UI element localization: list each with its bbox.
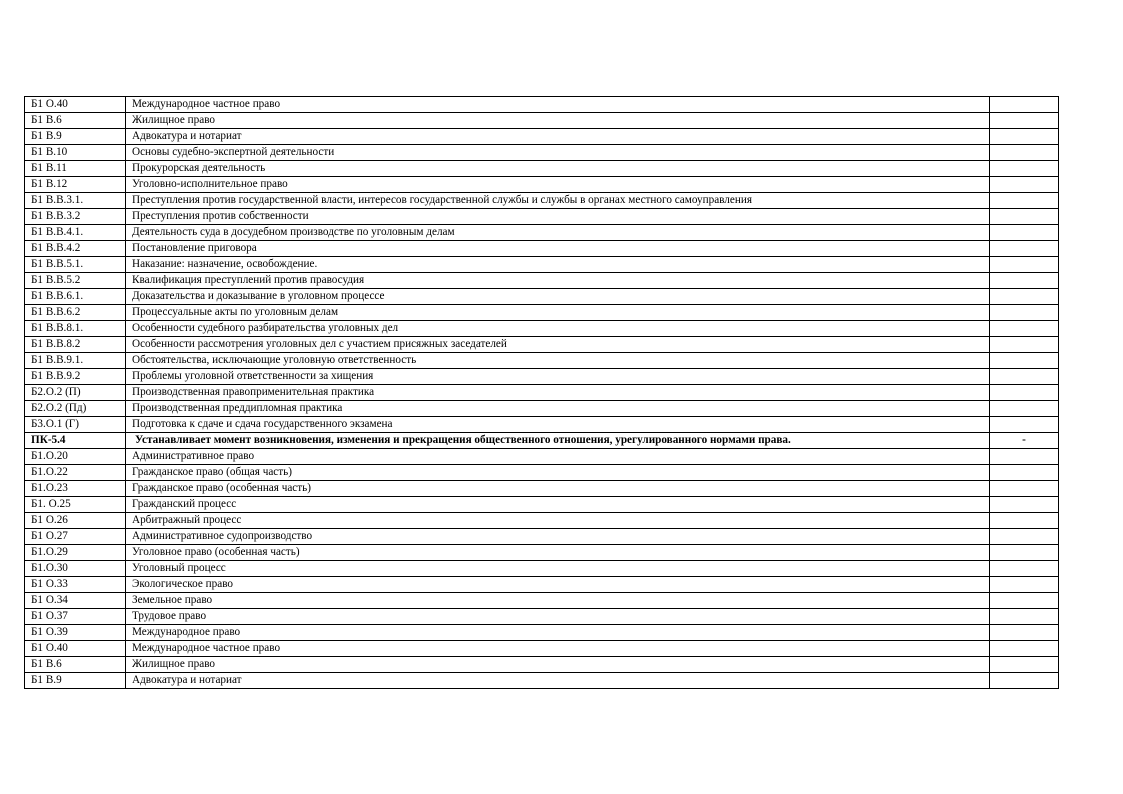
competency-description: Устанавливает момент возникновения, изменения и прекращения общественного отношения, урегулированного нормами права. (126, 433, 990, 449)
mark-cell (990, 161, 1059, 177)
discipline-code: Б1 В.В.5.1. (25, 257, 126, 273)
discipline-name: Жилищное право (126, 113, 990, 129)
table-row (25, 641, 1059, 657)
mark-cell: - (990, 433, 1059, 449)
discipline-code: Б1 В.В.6.1. (25, 289, 126, 305)
discipline-name: Обстоятельства, исключающие уголовную ответственность (126, 353, 990, 369)
discipline-code: Б1 О.34 (25, 593, 126, 609)
mark-cell (990, 97, 1059, 113)
table-row (25, 177, 1059, 193)
discipline-name: Производственная преддипломная практика (126, 401, 990, 417)
discipline-name: Особенности судебного разбирательства уголовных дел (126, 321, 990, 337)
mark-cell (990, 225, 1059, 241)
table-row (25, 545, 1059, 561)
discipline-code: Б1.О.23 (25, 481, 126, 497)
mark-cell (990, 593, 1059, 609)
table-row (25, 673, 1059, 689)
mark-cell (990, 497, 1059, 513)
mark-cell (990, 641, 1059, 657)
discipline-name: Уголовный процесс (126, 561, 990, 577)
discipline-code: Б1 В.В.4.1. (25, 225, 126, 241)
competency-code: ПК-5.4 (25, 433, 126, 449)
table-row (25, 257, 1059, 273)
table-row (25, 385, 1059, 401)
table-row (25, 401, 1059, 417)
mark-cell (990, 465, 1059, 481)
table-row (25, 513, 1059, 529)
table-body (25, 97, 1059, 689)
discipline-name: Прокурорская деятельность (126, 161, 990, 177)
discipline-name: Производственная правоприменительная практика (126, 385, 990, 401)
mark-cell (990, 529, 1059, 545)
table-row (25, 225, 1059, 241)
discipline-name: Адвокатура и нотариат (126, 129, 990, 145)
mark-cell (990, 609, 1059, 625)
competency-disciplines-table (24, 96, 1059, 689)
discipline-code: Б1 О.39 (25, 625, 126, 641)
mark-cell (990, 657, 1059, 673)
discipline-name: Наказание: назначение, освобождение. (126, 257, 990, 273)
table-row (25, 97, 1059, 113)
mark-cell (990, 577, 1059, 593)
table-row (25, 145, 1059, 161)
mark-cell (990, 401, 1059, 417)
discipline-code: Б1.О.22 (25, 465, 126, 481)
mark-cell (990, 177, 1059, 193)
discipline-code: Б1 В.10 (25, 145, 126, 161)
discipline-name: Международное частное право (126, 641, 990, 657)
table-row (25, 321, 1059, 337)
mark-cell (990, 129, 1059, 145)
table-row (25, 529, 1059, 545)
discipline-name: Преступления против собственности (126, 209, 990, 225)
table-row (25, 481, 1059, 497)
table-row (25, 289, 1059, 305)
table-row (25, 193, 1059, 209)
discipline-code: Б1 В.6 (25, 113, 126, 129)
discipline-name: Трудовое право (126, 609, 990, 625)
discipline-code: Б1 О.37 (25, 609, 126, 625)
discipline-code: Б1 О.33 (25, 577, 126, 593)
discipline-name: Арбитражный процесс (126, 513, 990, 529)
discipline-name: Гражданский процесс (126, 497, 990, 513)
discipline-name: Международное право (126, 625, 990, 641)
discipline-name: Гражданское право (особенная часть) (126, 481, 990, 497)
discipline-code: Б3.О.1 (Г) (25, 417, 126, 433)
mark-cell (990, 337, 1059, 353)
table-row (25, 241, 1059, 257)
discipline-code: Б1 В.В.6.2 (25, 305, 126, 321)
discipline-name: Постановление приговора (126, 241, 990, 257)
discipline-name: Преступления против государственной власти, интересов государственной службы и службы в органах местного самоуправления (126, 193, 990, 209)
table-row (25, 417, 1059, 433)
discipline-name: Основы судебно-экспертной деятельности (126, 145, 990, 161)
discipline-code: Б1 В.В.9.2 (25, 369, 126, 385)
table-row (25, 577, 1059, 593)
mark-cell (990, 385, 1059, 401)
discipline-code: Б1 В.В.3.1. (25, 193, 126, 209)
discipline-code: Б1 В.В.3.2 (25, 209, 126, 225)
discipline-code: Б1 О.27 (25, 529, 126, 545)
mark-cell (990, 321, 1059, 337)
table-row (25, 305, 1059, 321)
mark-cell (990, 305, 1059, 321)
discipline-code: Б1.О.20 (25, 449, 126, 465)
discipline-name: Деятельность суда в досудебном производстве по уголовным делам (126, 225, 990, 241)
discipline-name: Квалификация преступлений против правосудия (126, 273, 990, 289)
mark-cell (990, 449, 1059, 465)
discipline-name: Административное судопроизводство (126, 529, 990, 545)
discipline-name: Административное право (126, 449, 990, 465)
discipline-name: Международное частное право (126, 97, 990, 113)
mark-cell (990, 561, 1059, 577)
discipline-code: Б1.О.29 (25, 545, 126, 561)
table-row (25, 657, 1059, 673)
mark-cell (990, 673, 1059, 689)
table-row (25, 113, 1059, 129)
mark-cell (990, 241, 1059, 257)
mark-cell (990, 353, 1059, 369)
table-row (25, 161, 1059, 177)
mark-cell (990, 625, 1059, 641)
table-row (25, 593, 1059, 609)
table-row (25, 129, 1059, 145)
discipline-code: Б1 В.9 (25, 129, 126, 145)
table-row (25, 465, 1059, 481)
mark-cell (990, 545, 1059, 561)
table-row (25, 337, 1059, 353)
competency-table-page (24, 96, 1058, 689)
mark-cell (990, 209, 1059, 225)
mark-cell (990, 113, 1059, 129)
discipline-code: Б1 В.9 (25, 673, 126, 689)
mark-cell (990, 273, 1059, 289)
mark-cell (990, 145, 1059, 161)
discipline-code: Б1 В.В.5.2 (25, 273, 126, 289)
discipline-name: Жилищное право (126, 657, 990, 673)
table-row (25, 369, 1059, 385)
table-row (25, 273, 1059, 289)
discipline-code: Б1.О.30 (25, 561, 126, 577)
discipline-name: Уголовное право (особенная часть) (126, 545, 990, 561)
table-row (25, 353, 1059, 369)
discipline-name: Гражданское право (общая часть) (126, 465, 990, 481)
discipline-code: Б1 В.В.4.2 (25, 241, 126, 257)
discipline-name: Доказательства и доказывание в уголовном процессе (126, 289, 990, 305)
discipline-name: Проблемы уголовной ответственности за хищения (126, 369, 990, 385)
discipline-name: Экологическое право (126, 577, 990, 593)
discipline-code: Б2.О.2 (П) (25, 385, 126, 401)
mark-cell (990, 289, 1059, 305)
discipline-code: Б1 О.40 (25, 641, 126, 657)
discipline-name: Земельное право (126, 593, 990, 609)
discipline-code: Б1 В.В.8.1. (25, 321, 126, 337)
discipline-code: Б1 В.В.8.2 (25, 337, 126, 353)
discipline-code: Б1 В.11 (25, 161, 126, 177)
mark-cell (990, 193, 1059, 209)
table-row (25, 209, 1059, 225)
table-row (25, 625, 1059, 641)
mark-cell (990, 513, 1059, 529)
discipline-name: Особенности рассмотрения уголовных дел с участием присяжных заседателей (126, 337, 990, 353)
discipline-code: Б1 В.6 (25, 657, 126, 673)
discipline-code: Б1 В.12 (25, 177, 126, 193)
mark-cell (990, 481, 1059, 497)
discipline-code: Б1 О.40 (25, 97, 126, 113)
table-row (25, 449, 1059, 465)
discipline-name: Уголовно-исполнительное право (126, 177, 990, 193)
discipline-code: Б1 В.В.9.1. (25, 353, 126, 369)
mark-cell (990, 417, 1059, 433)
discipline-name: Адвокатура и нотариат (126, 673, 990, 689)
discipline-code: Б2.О.2 (Пд) (25, 401, 126, 417)
table-row (25, 609, 1059, 625)
discipline-name: Подготовка к сдаче и сдача государственного экзамена (126, 417, 990, 433)
discipline-code: Б1. О.25 (25, 497, 126, 513)
mark-cell (990, 369, 1059, 385)
discipline-name: Процессуальные акты по уголовным делам (126, 305, 990, 321)
table-row (25, 497, 1059, 513)
discipline-code: Б1 О.26 (25, 513, 126, 529)
competency-header-row (25, 433, 1059, 449)
mark-cell (990, 257, 1059, 273)
table-row (25, 561, 1059, 577)
